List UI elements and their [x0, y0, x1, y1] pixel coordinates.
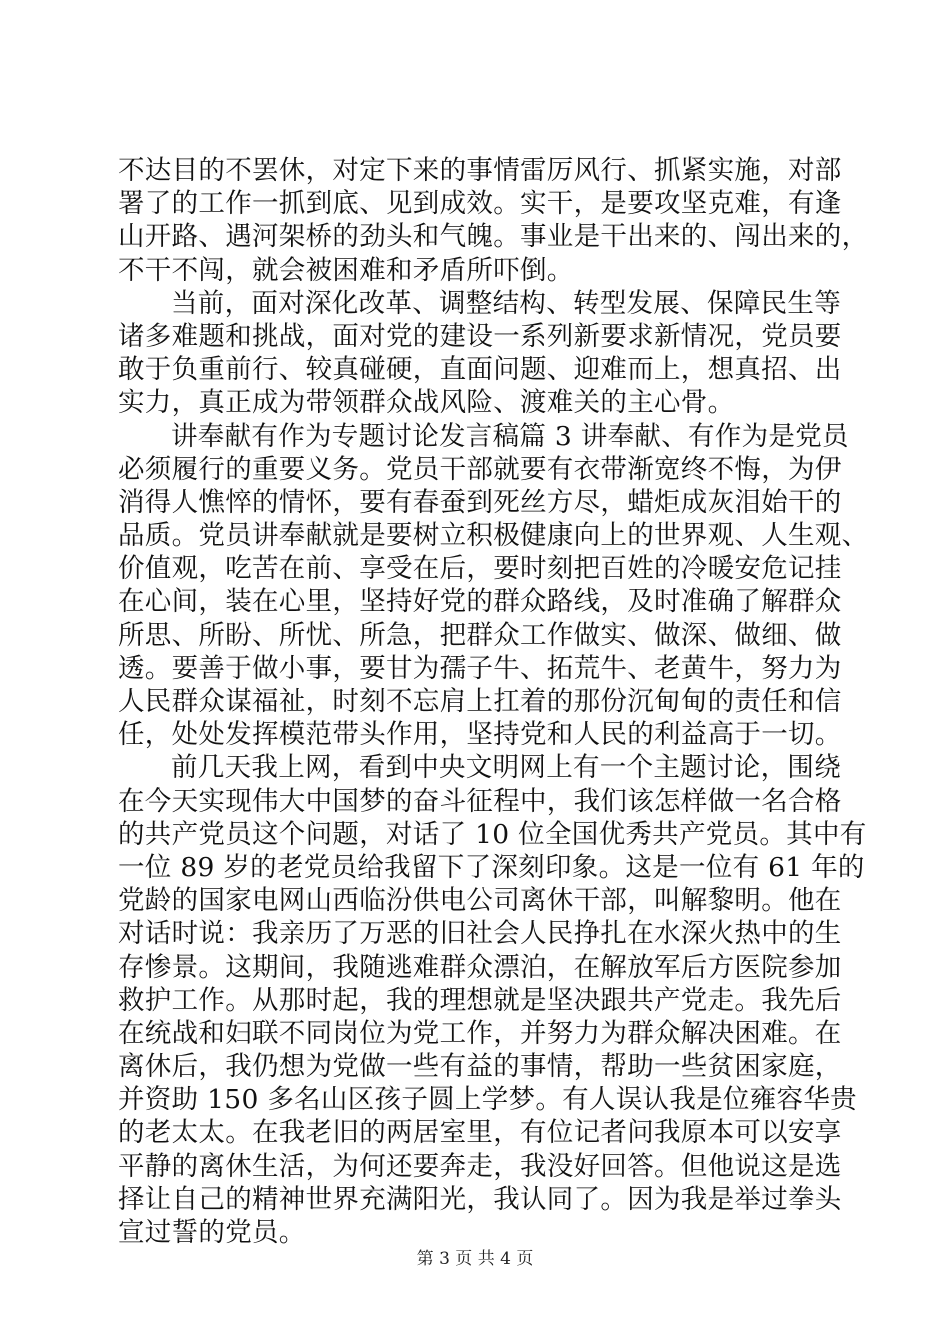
- text-line: 党龄的国家电网山西临汾供电公司离休干部，叫解黎明。他在: [118, 885, 842, 917]
- text-line: 不达目的不罢休，对定下来的事情雷厉风行、抓紧实施，对部: [118, 155, 842, 186]
- text-line: 消得人憔悴的情怀，要有春蚕到死丝方尽，蜡炬成灰泪始干的: [118, 486, 842, 518]
- text-line: 价值观，吃苦在前、享受在后，要时刻把百姓的冷暖安危记挂: [118, 553, 842, 585]
- text-line: 所思、所盼、所忧、所急，把群众工作做实、做深、做细、做: [118, 619, 842, 651]
- text-line: 择让自己的精神世界充满阳光，我认同了。因为我是举过拳头: [118, 1183, 842, 1215]
- text-line: 实力，真正成为带领群众战风险、渡难关的主心骨。: [118, 387, 735, 419]
- document-body: [118, 154, 869, 1249]
- text-line: 透。要善于做小事，要甘为孺子牛、拓荒牛、老黄牛，努力为: [118, 652, 842, 684]
- text-line: 不干不闯，就会被困难和矛盾所吓倒。: [118, 254, 574, 286]
- text-line: 品质。党员讲奉献就是要树立积极健康向上的世界观、人生观、: [118, 520, 869, 552]
- text-line: 对话时说：我亲历了万恶的旧社会人民挣扎在水深火热中的生: [118, 918, 842, 950]
- text-line: 的共产党员这个问题，对话了 10 位全国优秀共产党员。其中有: [118, 818, 867, 850]
- text-line: 宣过誓的党员。: [118, 1217, 306, 1248]
- text-line: 离休后，我仍想为党做一些有益的事情，帮助一些贫困家庭，: [118, 1051, 842, 1083]
- text-line: 平静的离休生活，为何还要奔走，我没好回答。但他说这是选: [118, 1150, 842, 1182]
- text-line: 署了的工作一抓到底、见到成效。实干，是要攻坚克难，有逢: [118, 188, 842, 220]
- text-line: 并资助 150 多名山区孩子圆上学梦。有人误认我是位雍容华贵: [118, 1084, 857, 1116]
- text-line: 救护工作。从那时起，我的理想就是坚决跟共产党走。我先后: [118, 984, 842, 1016]
- text-line: 存惨景。这期间，我随逃难群众漂泊，在解放军后方医院参加: [118, 951, 842, 983]
- text-line: 人民群众谋福祉，时刻不忘肩上扛着的那份沉甸甸的责任和信: [118, 686, 842, 717]
- text-line: 山开路、遇河架桥的劲头和气魄。事业是干出来的、闯出来的，: [118, 221, 869, 253]
- text-line: 在统战和妇联不同岗位为党工作，并努力为群众解决困难。在: [118, 1017, 842, 1049]
- text-line: 敢于负重前行、较真碰硬，直面问题、迎难而上，想真招、出: [118, 354, 842, 386]
- text-line: 的老太太。在我老旧的两居室里，有位记者问我原本可以安享: [118, 1117, 842, 1149]
- text-line: 必须履行的重要义务。党员干部就要有衣带渐宽终不悔，为伊: [118, 453, 842, 485]
- text-line: 当前，面对深化改革、调整结构、转型发展、保障民生等: [171, 287, 841, 319]
- text-line: 前几天我上网，看到中央文明网上有一个主题讨论，围绕: [171, 752, 841, 784]
- text-line: 诸多难题和挑战，面对党的建设一系列新要求新情况，党员要: [118, 320, 842, 352]
- text-line: 一位 89 岁的老党员给我留下了深刻印象。这是一位有 61 年的: [118, 851, 865, 883]
- page-footer: 第 3 页 共 4 页: [416, 1249, 534, 1269]
- text-line: 在今天实现伟大中国梦的奋斗征程中，我们该怎样做一名合格: [118, 785, 842, 817]
- text-line: 在心间，装在心里，坚持好党的群众路线，及时准确了解群众: [118, 586, 842, 618]
- text-line: 任，处处发挥模范带头作用，坚持党和人民的利益高于一切。: [118, 719, 842, 751]
- text-line: 讲奉献有作为专题讨论发言稿篇 3 讲奉献、有作为是党员: [171, 420, 849, 452]
